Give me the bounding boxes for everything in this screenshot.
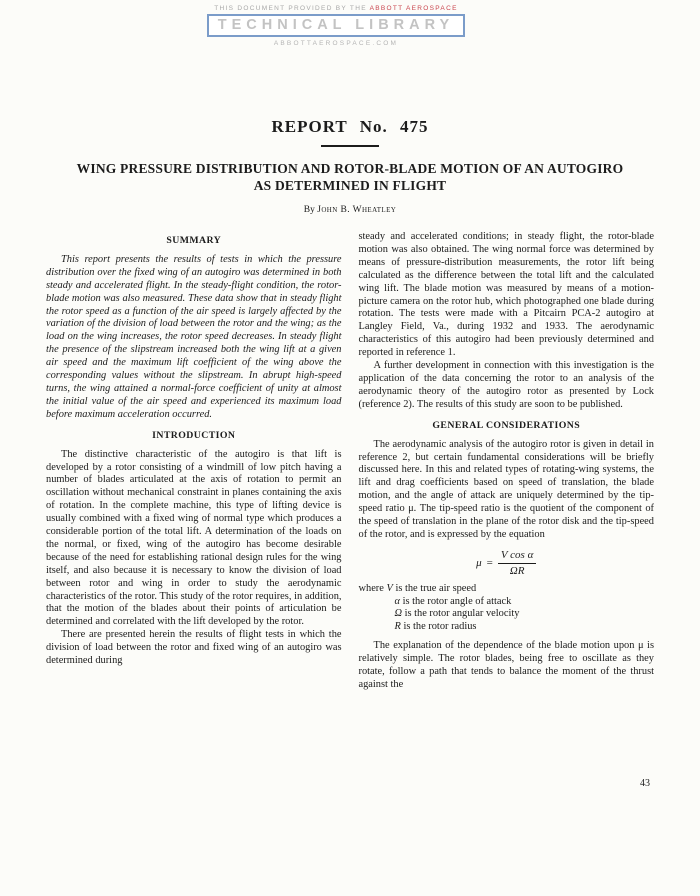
definition-text: is the rotor angular velocity — [402, 608, 520, 620]
equation-fraction — [498, 549, 536, 578]
author-name: John B. Wheatley — [317, 205, 397, 215]
watermark-provided-by-text: THIS DOCUMENT PROVIDED BY THE — [214, 5, 367, 12]
tip-speed-ratio-equation — [359, 549, 655, 578]
report-number: REPORT No. 475 — [271, 117, 429, 136]
left-column — [46, 231, 342, 692]
page-number: 43 — [640, 778, 650, 789]
watermark-site-text: ABBOTTAEROSPACE.COM — [273, 40, 399, 47]
definition-line-omega — [359, 608, 655, 621]
byline — [46, 205, 654, 215]
definition-line-r — [359, 621, 655, 634]
equation-lhs: μ — [476, 556, 482, 569]
general-considerations-paragraph: The aerodynamic analysis of the autogiro rotor is given in detail in reference 2, but certain fundamental considerations will be briefly discussed here. In this and related types of rotating-wing systems, the lift and drag coefficients based on speed of translation, the blade motion, and the angle of attack are uniquely determined by the tip-speed ratio μ. The tip-speed ratio is the quotient of the component of the speed of translation in the plane of the rotor disk and the tip-speed of the rotor, and is expressed by the equation — [358, 438, 654, 540]
definition-line-alpha — [359, 596, 655, 609]
byline-prefix: By — [303, 205, 315, 215]
report-title-line1: WING PRESSURE DISTRIBUTION AND ROTOR-BLADE MOTION OF AN AUTOGIRO — [76, 161, 624, 176]
watermark-provider-text: ABBOTT AEROSPACE — [369, 5, 458, 12]
blade-motion-paragraph: The explanation of the dependence of the blade motion upon μ is relatively simple. The rotor blades, being free to oscillate as they rotate, follow a path that tends to balance the moment of the thrust against the — [358, 640, 654, 690]
equation-numerator: V cos α — [498, 549, 536, 564]
definition-symbol: V — [386, 582, 393, 594]
watermark-library-box — [207, 14, 465, 37]
general-considerations-heading: GENERAL CONSIDERATIONS — [432, 419, 581, 431]
watermark-provided-by — [32, 5, 640, 12]
definition-symbol: α — [394, 595, 400, 607]
summary-heading: SUMMARY — [166, 235, 222, 246]
report-title-line2: AS DETERMINED IN FLIGHT — [253, 178, 447, 193]
watermark-header — [32, 0, 640, 47]
symbol-definitions — [359, 583, 655, 635]
title-rule — [321, 145, 379, 147]
summary-paragraph: This report presents the results of tests in which the pressure distribution over the fixed wing of an autogiro was determined in both steady and accelerated flight. In the steady-flight condition, the rotor-blade motion was also measured. These data show that in steady flight the rotor speed as a function of the air speed is largely affected by the variation of the division of load between the rotor and the wing; as the load on the wing increases, the rotor speed decreases. In steady flight the presence of the slipstream increased both the wing lift at a given air speed and the maximum lift coefficient of the wing above the corresponding values without the slipstream. In abrupt high-speed turns, the wing attained a normal-force coefficient of unity at almost the initial value of the air speed and experienced its maximum load before maximum acceleration occurred. — [46, 253, 342, 420]
equation-denominator: ΩR — [509, 564, 525, 577]
further-development-paragraph: A further development in connection with this investigation is the application of the data concerning the rotor to an analysis of the aerodynamic theory of the autogiro rotor as presented by Lock (reference 2). The results of this study are soon to be published. — [358, 360, 654, 410]
definition-line-v — [359, 583, 655, 596]
two-column-body — [46, 231, 654, 692]
definition-text: is the rotor angle of attack — [399, 595, 512, 607]
introduction-paragraph-2: There are presented herein the results of flight tests in which the division of load between the rotor and fixed wing of an autogiro was determined during — [46, 629, 342, 667]
definition-symbol: Ω — [394, 608, 403, 620]
equation-equals: = — [486, 556, 493, 569]
introduction-heading: INTRODUCTION — [152, 429, 236, 441]
introduction-paragraph-1: The distinctive characteristic of the autogiro is that lift is developed by a rotor consisting of a windmill of low pitch having a number of blades articulated at the axis of rotation to permit an oscillation without mechanical constraint in planes containing the axis of rotation. In the complete machine, this type of lifting device is usually combined with a fixed wing of normal type which produces a considerable portion of the total lift. A determination of the loads on the normal, or fixed, wing of the autogiro has become desirable because of the need for establishing rational design rules for the wing itself, and also because it is necessary to know the division of load between rotor and wing in order to study the aerodynamic characteristics of the rotor. This study of the rotor requires, in addition, that the motion of the blades about their points of articulation be determined and correlated with the lift developed by the rotor. — [46, 448, 342, 628]
definition-symbol: R — [394, 621, 401, 633]
definition-text: is the rotor radius — [400, 621, 477, 633]
definition-lead: where — [358, 582, 387, 594]
watermark-library-text: TECHNICAL LIBRARY — [217, 17, 455, 33]
continuation-paragraph: steady and accelerated conditions; in steady flight, the rotor-blade motion was also obtained. The wing normal force was determined by means of pressure-distribution measurements, the rotor lift being calculated as the difference between the total lift and the calculated wing lift. The blade motion was measured by means of a motion-picture camera on the rotor hub, which photographed one blade during rotation. The tests were made with a Pitcairn PCA-2 autogiro at Langley Field, Va., during 1932 and 1933. The aerodynamic characteristics of this autogiro had been previously determined and reported in reference 1. — [358, 231, 654, 359]
right-column — [359, 231, 655, 692]
definition-text: is the true air speed — [392, 582, 477, 594]
report-title — [46, 160, 654, 194]
